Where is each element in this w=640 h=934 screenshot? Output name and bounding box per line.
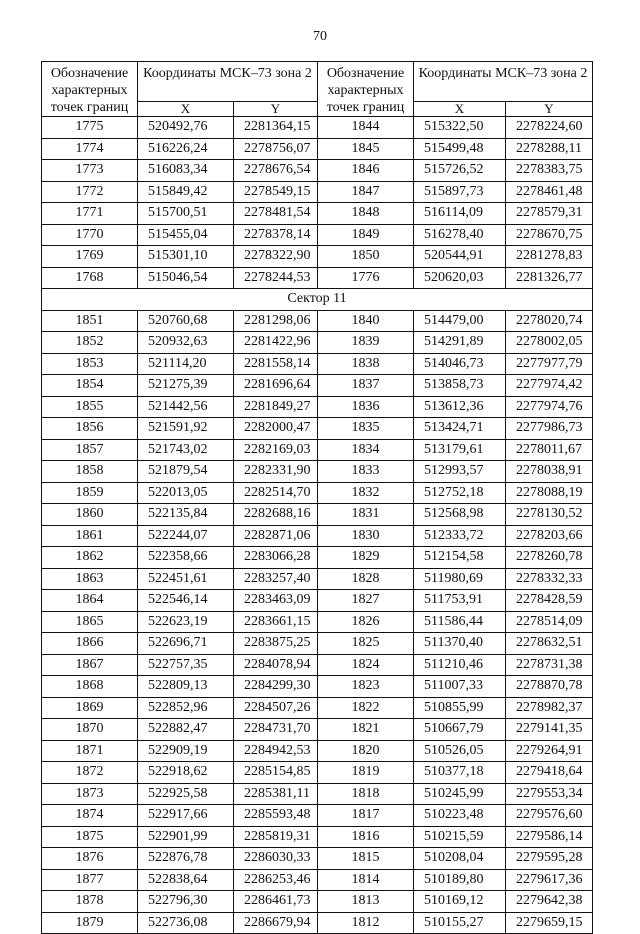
- table-row: [42, 138, 593, 160]
- table-row: [42, 762, 593, 784]
- y-coord-cell: 2278549,15: [234, 181, 318, 203]
- table-row: [42, 418, 593, 440]
- table-row: [42, 504, 593, 526]
- x-coord-cell: 522135,84: [138, 504, 234, 526]
- x-coord-2-cell: 513424,71: [414, 418, 506, 440]
- x-coord-cell: 521879,54: [138, 461, 234, 483]
- point-id-2-cell: 1833: [318, 461, 414, 483]
- point-id-2-cell: 1830: [318, 525, 414, 547]
- point-id-cell: 1873: [42, 783, 138, 805]
- x-coord-cell: 522623,19: [138, 611, 234, 633]
- y-coord-2-cell: 2278224,60: [506, 117, 593, 139]
- point-id-cell: 1855: [42, 396, 138, 418]
- point-id-cell: 1865: [42, 611, 138, 633]
- x-coord-2-cell: 510208,04: [414, 848, 506, 870]
- table-row: [42, 482, 593, 504]
- point-id-2-cell: 1818: [318, 783, 414, 805]
- point-id-2-cell: 1816: [318, 826, 414, 848]
- x-coord-2-cell: 511753,91: [414, 590, 506, 612]
- y-coord-cell: 2281849,27: [234, 396, 318, 418]
- y-coord-cell: 2285154,85: [234, 762, 318, 784]
- point-id-cell: 1774: [42, 138, 138, 160]
- point-id-2-cell: 1822: [318, 697, 414, 719]
- x-coord-2-cell: 510223,48: [414, 805, 506, 827]
- x-coord-2-cell: 513179,61: [414, 439, 506, 461]
- y-coord-cell: 2284299,30: [234, 676, 318, 698]
- y-coord-2-cell: 2278288,11: [506, 138, 593, 160]
- table-row: [42, 611, 593, 633]
- x-coord-2-cell: 511980,69: [414, 568, 506, 590]
- y-coord-2-cell: 2277977,79: [506, 353, 593, 375]
- y-coord-cell: 2278322,90: [234, 246, 318, 268]
- point-id-cell: 1868: [42, 676, 138, 698]
- y-coord-2-cell: 2277974,76: [506, 396, 593, 418]
- x-coord-cell: 520932,63: [138, 332, 234, 354]
- y-coord-2-cell: 2281278,83: [506, 246, 593, 268]
- table-row: [42, 826, 593, 848]
- coordinates-table: [41, 61, 593, 934]
- table-row: [42, 633, 593, 655]
- header-y-1: Y: [234, 101, 318, 116]
- x-coord-cell: 515849,42: [138, 181, 234, 203]
- x-coord-cell: 521114,20: [138, 353, 234, 375]
- header-point-label-2: Обозначение характерных точек границ: [318, 62, 414, 117]
- x-coord-2-cell: 510377,18: [414, 762, 506, 784]
- x-coord-cell: 522918,62: [138, 762, 234, 784]
- point-id-2-cell: 1823: [318, 676, 414, 698]
- point-id-cell: 1869: [42, 697, 138, 719]
- x-coord-cell: 522882,47: [138, 719, 234, 741]
- y-coord-2-cell: 2279586,14: [506, 826, 593, 848]
- table-row: [42, 719, 593, 741]
- x-coord-2-cell: 512333,72: [414, 525, 506, 547]
- point-id-cell: 1856: [42, 418, 138, 440]
- point-id-2-cell: 1824: [318, 654, 414, 676]
- x-coord-2-cell: 515897,73: [414, 181, 506, 203]
- point-id-2-cell: 1839: [318, 332, 414, 354]
- y-coord-cell: 2278676,54: [234, 160, 318, 182]
- point-id-2-cell: 1849: [318, 224, 414, 246]
- x-coord-2-cell: 510169,12: [414, 891, 506, 913]
- x-coord-cell: 515046,54: [138, 267, 234, 289]
- y-coord-cell: 2281696,64: [234, 375, 318, 397]
- x-coord-cell: 521743,02: [138, 439, 234, 461]
- point-id-2-cell: 1820: [318, 740, 414, 762]
- point-id-2-cell: 1829: [318, 547, 414, 569]
- y-coord-2-cell: 2278731,38: [506, 654, 593, 676]
- x-coord-cell: 522796,30: [138, 891, 234, 913]
- y-coord-2-cell: 2278870,78: [506, 676, 593, 698]
- point-id-2-cell: 1825: [318, 633, 414, 655]
- x-coord-cell: 522757,35: [138, 654, 234, 676]
- x-coord-2-cell: 510526,05: [414, 740, 506, 762]
- point-id-cell: 1871: [42, 740, 138, 762]
- y-coord-2-cell: 2278332,33: [506, 568, 593, 590]
- table-row: [42, 332, 593, 354]
- y-coord-cell: 2278481,54: [234, 203, 318, 225]
- table-row: [42, 117, 593, 139]
- table-row: [42, 439, 593, 461]
- x-coord-2-cell: 514479,00: [414, 310, 506, 332]
- point-id-2-cell: 1847: [318, 181, 414, 203]
- y-coord-cell: 2283066,28: [234, 547, 318, 569]
- x-coord-cell: 520760,68: [138, 310, 234, 332]
- y-coord-2-cell: 2281326,77: [506, 267, 593, 289]
- y-coord-cell: 2286253,46: [234, 869, 318, 891]
- y-coord-cell: 2285381,11: [234, 783, 318, 805]
- x-coord-cell: 522451,61: [138, 568, 234, 590]
- point-id-2-cell: 1838: [318, 353, 414, 375]
- table-row: [42, 547, 593, 569]
- point-id-cell: 1860: [42, 504, 138, 526]
- table-row: [42, 525, 593, 547]
- point-id-cell: 1771: [42, 203, 138, 225]
- table-row: [42, 224, 593, 246]
- point-id-cell: 1870: [42, 719, 138, 741]
- point-id-cell: 1857: [42, 439, 138, 461]
- point-id-cell: 1768: [42, 267, 138, 289]
- table-row: [42, 590, 593, 612]
- point-id-cell: 1867: [42, 654, 138, 676]
- y-coord-2-cell: 2279553,34: [506, 783, 593, 805]
- x-coord-cell: 522925,58: [138, 783, 234, 805]
- point-id-2-cell: 1834: [318, 439, 414, 461]
- point-id-cell: 1861: [42, 525, 138, 547]
- point-id-2-cell: 1845: [318, 138, 414, 160]
- point-id-2-cell: 1815: [318, 848, 414, 870]
- y-coord-cell: 2284942,53: [234, 740, 318, 762]
- y-coord-2-cell: 2278982,37: [506, 697, 593, 719]
- y-coord-2-cell: 2278632,51: [506, 633, 593, 655]
- x-coord-2-cell: 513858,73: [414, 375, 506, 397]
- table-row: [42, 805, 593, 827]
- y-coord-cell: 2281558,14: [234, 353, 318, 375]
- x-coord-2-cell: 512752,18: [414, 482, 506, 504]
- page-number: 70: [313, 29, 327, 44]
- point-id-2-cell: 1776: [318, 267, 414, 289]
- x-coord-cell: 521442,56: [138, 396, 234, 418]
- x-coord-cell: 522546,14: [138, 590, 234, 612]
- x-coord-2-cell: 516278,40: [414, 224, 506, 246]
- x-coord-2-cell: 515499,48: [414, 138, 506, 160]
- x-coord-cell: 522901,99: [138, 826, 234, 848]
- y-coord-2-cell: 2278130,52: [506, 504, 593, 526]
- y-coord-2-cell: 2278038,91: [506, 461, 593, 483]
- header-coords-label-2: Координаты МСК–73 зона 2: [414, 62, 593, 102]
- table-row: [42, 461, 593, 483]
- y-coord-2-cell: 2277974,42: [506, 375, 593, 397]
- x-coord-2-cell: 513612,36: [414, 396, 506, 418]
- x-coord-2-cell: 515726,52: [414, 160, 506, 182]
- table-row: [42, 568, 593, 590]
- x-coord-2-cell: 511210,46: [414, 654, 506, 676]
- x-coord-2-cell: 520620,03: [414, 267, 506, 289]
- y-coord-cell: 2285593,48: [234, 805, 318, 827]
- y-coord-cell: 2278756,07: [234, 138, 318, 160]
- y-coord-cell: 2278378,14: [234, 224, 318, 246]
- y-coord-cell: 2281298,06: [234, 310, 318, 332]
- x-coord-2-cell: 510855,99: [414, 697, 506, 719]
- table-body-bottom: [42, 310, 593, 934]
- y-coord-2-cell: 2278260,78: [506, 547, 593, 569]
- point-id-2-cell: 1828: [318, 568, 414, 590]
- table-row: [42, 246, 593, 268]
- point-id-cell: 1775: [42, 117, 138, 139]
- x-coord-cell: 516226,24: [138, 138, 234, 160]
- sector-label: Сектор 11: [42, 289, 593, 311]
- y-coord-2-cell: 2279617,36: [506, 869, 593, 891]
- table-row: [42, 654, 593, 676]
- table-row: [42, 697, 593, 719]
- point-id-cell: 1878: [42, 891, 138, 913]
- point-id-2-cell: 1827: [318, 590, 414, 612]
- point-id-cell: 1858: [42, 461, 138, 483]
- header-x-1: X: [138, 101, 234, 116]
- y-coord-cell: 2284731,70: [234, 719, 318, 741]
- x-coord-cell: 522852,96: [138, 697, 234, 719]
- table-row: [42, 375, 593, 397]
- y-coord-2-cell: 2279576,60: [506, 805, 593, 827]
- point-id-cell: 1877: [42, 869, 138, 891]
- y-coord-cell: 2282871,06: [234, 525, 318, 547]
- point-id-cell: 1852: [42, 332, 138, 354]
- y-coord-cell: 2282169,03: [234, 439, 318, 461]
- table-row: [42, 783, 593, 805]
- point-id-cell: 1874: [42, 805, 138, 827]
- x-coord-2-cell: 515322,50: [414, 117, 506, 139]
- table-row: [42, 203, 593, 225]
- point-id-cell: 1879: [42, 912, 138, 934]
- x-coord-cell: 521275,39: [138, 375, 234, 397]
- point-id-2-cell: 1814: [318, 869, 414, 891]
- x-coord-2-cell: 511370,40: [414, 633, 506, 655]
- x-coord-cell: 522244,07: [138, 525, 234, 547]
- x-coord-cell: 522809,13: [138, 676, 234, 698]
- y-coord-cell: 2286679,94: [234, 912, 318, 934]
- point-id-cell: 1876: [42, 848, 138, 870]
- table-row: [42, 869, 593, 891]
- y-coord-cell: 2281422,96: [234, 332, 318, 354]
- x-coord-2-cell: 520544,91: [414, 246, 506, 268]
- y-coord-cell: 2283463,09: [234, 590, 318, 612]
- point-id-2-cell: 1844: [318, 117, 414, 139]
- x-coord-cell: 522696,71: [138, 633, 234, 655]
- x-coord-cell: 516083,34: [138, 160, 234, 182]
- table-row: [42, 676, 593, 698]
- x-coord-2-cell: 512993,57: [414, 461, 506, 483]
- point-id-cell: 1862: [42, 547, 138, 569]
- y-coord-2-cell: 2278461,48: [506, 181, 593, 203]
- y-coord-2-cell: 2277986,73: [506, 418, 593, 440]
- table-row: [42, 912, 593, 934]
- table-row: [42, 848, 593, 870]
- table-row: [42, 267, 593, 289]
- x-coord-cell: 520492,76: [138, 117, 234, 139]
- y-coord-cell: 2282000,47: [234, 418, 318, 440]
- y-coord-2-cell: 2279595,28: [506, 848, 593, 870]
- point-id-2-cell: 1826: [318, 611, 414, 633]
- table-row: [42, 181, 593, 203]
- x-coord-cell: 522876,78: [138, 848, 234, 870]
- y-coord-2-cell: 2278428,59: [506, 590, 593, 612]
- point-id-2-cell: 1812: [318, 912, 414, 934]
- y-coord-2-cell: 2278011,67: [506, 439, 593, 461]
- y-coord-cell: 2284507,26: [234, 697, 318, 719]
- point-id-cell: 1851: [42, 310, 138, 332]
- point-id-cell: 1853: [42, 353, 138, 375]
- table-row: [42, 740, 593, 762]
- point-id-cell: 1864: [42, 590, 138, 612]
- point-id-cell: 1854: [42, 375, 138, 397]
- point-id-cell: 1863: [42, 568, 138, 590]
- y-coord-2-cell: 2279659,15: [506, 912, 593, 934]
- y-coord-2-cell: 2278514,09: [506, 611, 593, 633]
- y-coord-cell: 2281364,15: [234, 117, 318, 139]
- y-coord-cell: 2286030,33: [234, 848, 318, 870]
- x-coord-2-cell: 512154,58: [414, 547, 506, 569]
- x-coord-cell: 522917,66: [138, 805, 234, 827]
- point-id-2-cell: 1835: [318, 418, 414, 440]
- point-id-cell: 1770: [42, 224, 138, 246]
- header-x-2: X: [414, 101, 506, 116]
- point-id-2-cell: 1846: [318, 160, 414, 182]
- x-coord-2-cell: 511586,44: [414, 611, 506, 633]
- y-coord-cell: 2284078,94: [234, 654, 318, 676]
- x-coord-2-cell: 510155,27: [414, 912, 506, 934]
- point-id-cell: 1866: [42, 633, 138, 655]
- y-coord-2-cell: 2278579,31: [506, 203, 593, 225]
- y-coord-cell: 2282331,90: [234, 461, 318, 483]
- y-coord-cell: 2286461,73: [234, 891, 318, 913]
- point-id-2-cell: 1837: [318, 375, 414, 397]
- point-id-2-cell: 1836: [318, 396, 414, 418]
- table-row: [42, 160, 593, 182]
- y-coord-2-cell: 2279264,91: [506, 740, 593, 762]
- table-row: [42, 310, 593, 332]
- y-coord-cell: 2283257,40: [234, 568, 318, 590]
- header-point-label-1: Обозначение характерных точек границ: [42, 62, 138, 117]
- x-coord-cell: 515301,10: [138, 246, 234, 268]
- x-coord-2-cell: 510245,99: [414, 783, 506, 805]
- x-coord-2-cell: 516114,09: [414, 203, 506, 225]
- y-coord-cell: 2278244,53: [234, 267, 318, 289]
- x-coord-cell: 515700,51: [138, 203, 234, 225]
- x-coord-cell: 522358,66: [138, 547, 234, 569]
- table-body-top: [42, 117, 593, 289]
- point-id-cell: 1769: [42, 246, 138, 268]
- y-coord-2-cell: 2278020,74: [506, 310, 593, 332]
- sector-row: [42, 289, 593, 311]
- point-id-cell: 1772: [42, 181, 138, 203]
- point-id-2-cell: 1832: [318, 482, 414, 504]
- y-coord-cell: 2285819,31: [234, 826, 318, 848]
- y-coord-cell: 2282688,16: [234, 504, 318, 526]
- header-coords-label-1: Координаты МСК–73 зона 2: [138, 62, 318, 102]
- point-id-cell: 1859: [42, 482, 138, 504]
- point-id-cell: 1875: [42, 826, 138, 848]
- table-row: [42, 396, 593, 418]
- point-id-cell: 1773: [42, 160, 138, 182]
- y-coord-2-cell: 2279141,35: [506, 719, 593, 741]
- y-coord-2-cell: 2278670,75: [506, 224, 593, 246]
- x-coord-cell: 522736,08: [138, 912, 234, 934]
- point-id-2-cell: 1840: [318, 310, 414, 332]
- y-coord-2-cell: 2279418,64: [506, 762, 593, 784]
- point-id-2-cell: 1831: [318, 504, 414, 526]
- point-id-2-cell: 1813: [318, 891, 414, 913]
- y-coord-cell: 2283875,25: [234, 633, 318, 655]
- header-y-2: Y: [506, 101, 593, 116]
- x-coord-cell: 521591,92: [138, 418, 234, 440]
- x-coord-2-cell: 514291,89: [414, 332, 506, 354]
- x-coord-2-cell: 510667,79: [414, 719, 506, 741]
- table-row: [42, 891, 593, 913]
- y-coord-2-cell: 2278383,75: [506, 160, 593, 182]
- point-id-2-cell: 1819: [318, 762, 414, 784]
- x-coord-cell: 522909,19: [138, 740, 234, 762]
- table-row: [42, 353, 593, 375]
- point-id-cell: 1872: [42, 762, 138, 784]
- point-id-2-cell: 1850: [318, 246, 414, 268]
- point-id-2-cell: 1817: [318, 805, 414, 827]
- y-coord-2-cell: 2278203,66: [506, 525, 593, 547]
- y-coord-cell: 2282514,70: [234, 482, 318, 504]
- y-coord-2-cell: 2279642,38: [506, 891, 593, 913]
- x-coord-cell: 522013,05: [138, 482, 234, 504]
- y-coord-2-cell: 2278088,19: [506, 482, 593, 504]
- x-coord-cell: 515455,04: [138, 224, 234, 246]
- x-coord-cell: 522838,64: [138, 869, 234, 891]
- y-coord-2-cell: 2278002,05: [506, 332, 593, 354]
- x-coord-2-cell: 510215,59: [414, 826, 506, 848]
- x-coord-2-cell: 512568,98: [414, 504, 506, 526]
- point-id-2-cell: 1848: [318, 203, 414, 225]
- x-coord-2-cell: 511007,33: [414, 676, 506, 698]
- y-coord-cell: 2283661,15: [234, 611, 318, 633]
- point-id-2-cell: 1821: [318, 719, 414, 741]
- x-coord-2-cell: 510189,80: [414, 869, 506, 891]
- x-coord-2-cell: 514046,73: [414, 353, 506, 375]
